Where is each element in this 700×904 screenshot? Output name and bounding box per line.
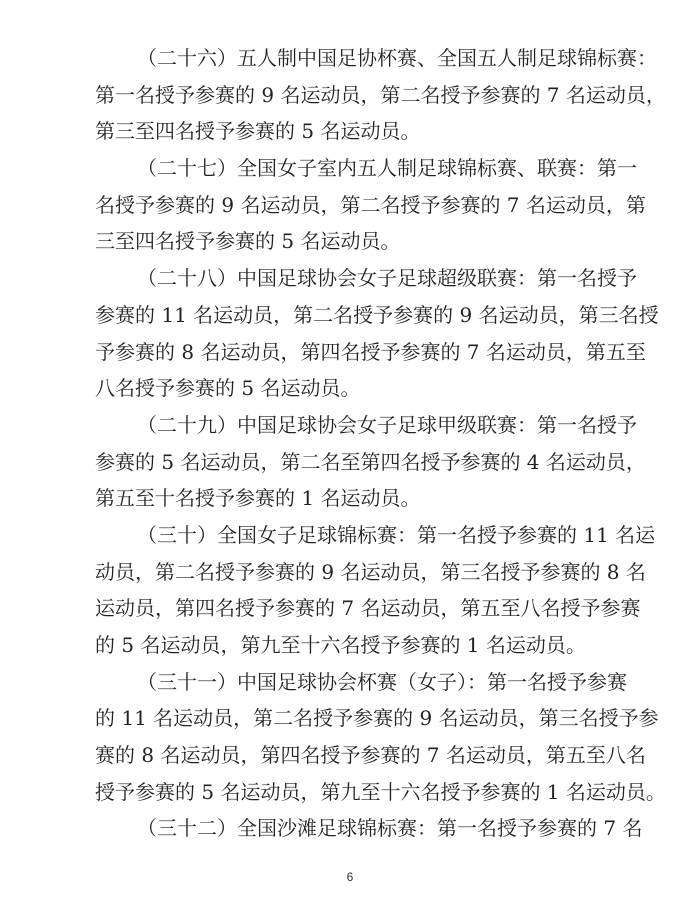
- text-line: 动员，第二名授予参赛的 9 名运动员，第三名授予参赛的 8 名: [95, 559, 646, 584]
- text-line: 名授予参赛的 9 名运动员，第二名授予参赛的 7 名运动员，第: [95, 192, 646, 217]
- paragraph: [95, 407, 646, 517]
- text-line: 参赛的 11 名运动员，第二名授予参赛的 9 名运动员，第三名授: [95, 302, 659, 327]
- paragraph: [95, 810, 643, 847]
- text-line: （三十二）全国沙滩足球锦标赛：第一名授予参赛的 7 名: [137, 816, 643, 841]
- page-number: 6: [346, 870, 354, 884]
- text-line: 运动员，第四名授予参赛的 7 名运动员，第五至八名授予参赛: [95, 596, 641, 621]
- text-line: 第五至十名授予参赛的 1 名运动员。: [95, 486, 421, 511]
- text-line: 第一名授予参赛的 9 名运动员，第二名授予参赛的 7 名运动员，: [95, 82, 666, 107]
- text-line: 参赛的 5 名运动员，第二名至第四名授予参赛的 4 名运动员，: [95, 449, 646, 474]
- paragraph: [95, 150, 646, 260]
- paragraph: [95, 664, 666, 811]
- text-line: （三十）全国女子足球锦标赛：第一名授予参赛的 11 名运: [137, 522, 656, 547]
- paragraph: [95, 260, 659, 407]
- text-line: （二十八）中国足球协会女子足球超级联赛：第一名授予: [137, 266, 637, 291]
- text-line: （二十六）五人制中国足协杯赛、全国五人制足球锦标赛：: [137, 46, 657, 70]
- text-line: 予参赛的 8 名运动员，第四名授予参赛的 7 名运动员，第五至: [95, 339, 646, 364]
- text-line: 的 11 名运动员，第二名授予参赛的 9 名运动员，第三名授予参: [95, 706, 659, 731]
- document-body: [95, 40, 666, 847]
- text-line: （二十七）全国女子室内五人制足球锦标赛、联赛：第一: [137, 156, 637, 181]
- text-line: 赛的 8 名运动员，第四名授予参赛的 7 名运动员，第五至八名: [95, 743, 646, 768]
- text-line: 三至四名授予参赛的 5 名运动员。: [95, 229, 401, 254]
- text-line: 的 5 名运动员，第九至十六名授予参赛的 1 名运动员。: [95, 633, 586, 657]
- text-line: （二十九）中国足球协会女子足球甲级联赛：第一名授予: [137, 412, 637, 437]
- text-line: 八名授予参赛的 5 名运动员。: [95, 376, 361, 401]
- text-line: （三十一）中国足球协会杯赛（女子）：第一名授予参赛: [137, 669, 627, 694]
- text-line: 授予参赛的 5 名运动员，第九至十六名授予参赛的 1 名运动员。: [95, 779, 666, 804]
- text-line: 第三至四名授予参赛的 5 名运动员。: [95, 119, 421, 144]
- paragraph: [95, 40, 666, 150]
- paragraph: [95, 517, 656, 664]
